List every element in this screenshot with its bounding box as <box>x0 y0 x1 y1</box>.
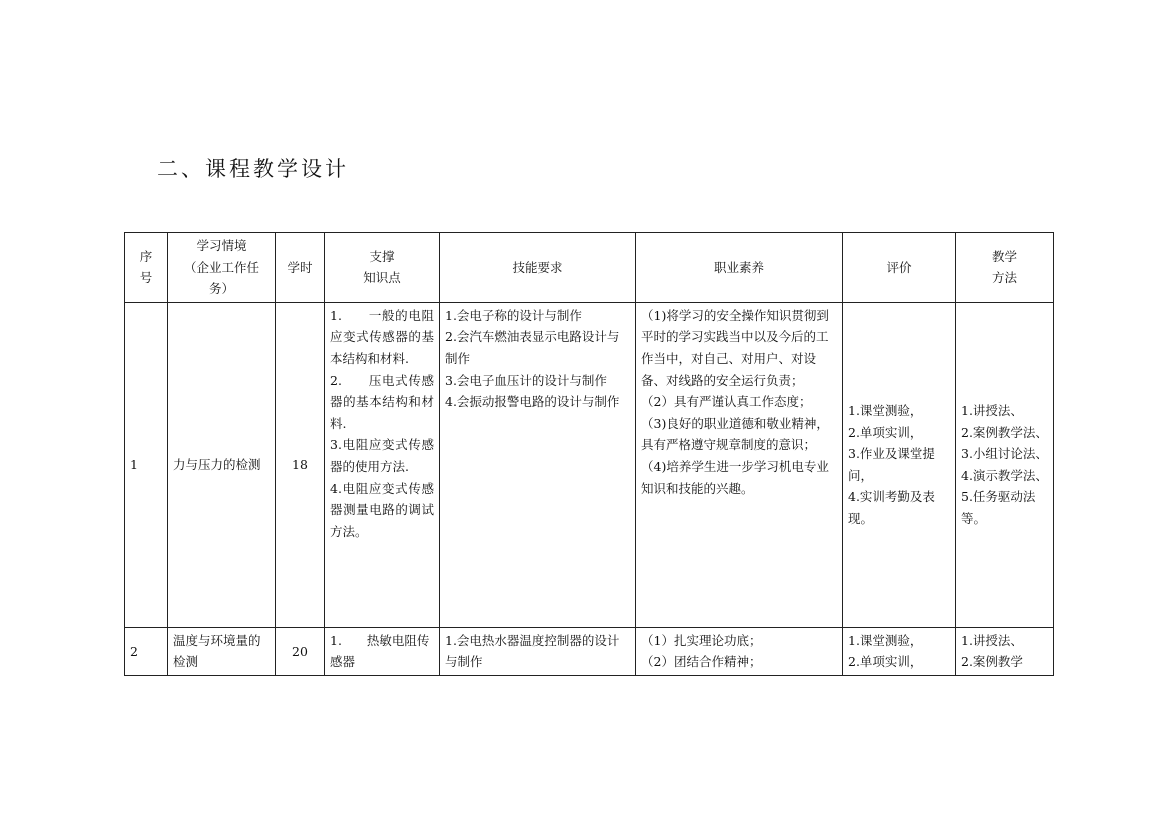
row-knowledge: 1. 一般的电阻应变式传感器的基本结构和材料. 2. 压电式传感器的基本结构和材料. 3.电阻应变式传感器的使用方法. 4.电阻应变式传感器测量电路的调试方法。 <box>325 302 440 627</box>
header-hours: 学时 <box>276 233 325 303</box>
table-row <box>125 302 1054 627</box>
header-knowledge: 支撑 知识点 <box>325 233 440 303</box>
row-evaluation: 1.课堂测验， 2.单项实训， <box>843 627 956 675</box>
row-situation: 力与压力的检测 <box>168 302 276 627</box>
header-situation: 学习情境 （企业工作任 务） <box>168 233 276 303</box>
table-header-row <box>125 233 1054 303</box>
row-method: 1.讲授法、 2.案例教学 <box>956 627 1054 675</box>
section-title: 二、课程教学设计 <box>157 157 349 181</box>
header-skills: 技能要求 <box>440 233 636 303</box>
header-evaluation: 评价 <box>843 233 956 303</box>
row-skills: 1.会电热水器温度控制器的设计与制作 <box>440 627 636 675</box>
row-knowledge: 1. 热敏电阻传感器 <box>325 627 440 675</box>
table-row <box>125 627 1054 675</box>
row-evaluation: 1.课堂测验， 2.单项实训， 3.作业及课堂提问， 4.实训考勤及表现。 <box>843 302 956 627</box>
header-method: 教学 方法 <box>956 233 1054 303</box>
header-quality: 职业素养 <box>636 233 843 303</box>
row-quality: （1）扎实理论功底； （2）团结合作精神； <box>636 627 843 675</box>
row-situation: 温度与环境量的检测 <box>168 627 276 675</box>
row-quality: （1)将学习的安全操作知识贯彻到平时的学习实践当中以及今后的工作当中，对自己、对用户、对设备、对线路的安全运行负责； （2）具有严谨认真工作态度； （3)良好的职业道德和敬业精神，具有严格遵守规章制度的意识； （4)培养学生进一步学习机电专业知识和技能的兴趣。 <box>636 302 843 627</box>
course-design-table <box>124 232 1054 676</box>
row-hours: 20 <box>276 627 325 675</box>
row-hours: 18 <box>276 302 325 627</box>
row-method: 1.讲授法、 2.案例教学法、 3.小组讨论法、 4.演示教学法、 5.任务驱动法等。 <box>956 302 1054 627</box>
row-skills: 1.会电子称的设计与制作 2.会汽车燃油表显示电路设计与制作 3.会电子血压计的设计与制作 4.会振动报警电路的设计与制作 <box>440 302 636 627</box>
header-no: 序 号 <box>125 233 168 303</box>
row-no: 2 <box>125 627 168 675</box>
row-no: 1 <box>125 302 168 627</box>
